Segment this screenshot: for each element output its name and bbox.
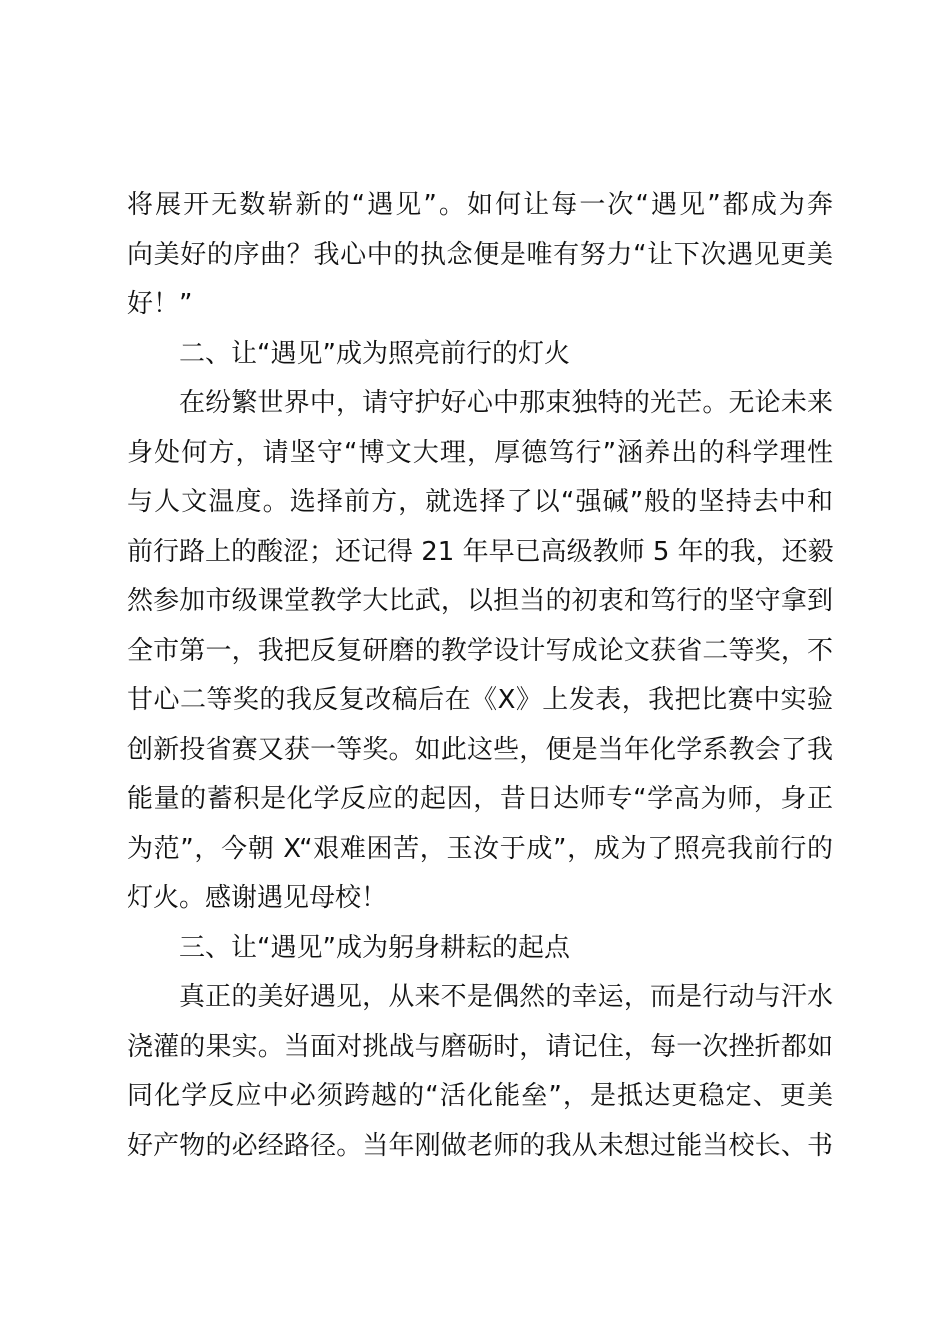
section-heading: 三、让“遇见”成为躬身耕耘的起点	[179, 932, 570, 963]
text-line: 与人文温度。选择前方，就选择了以“强碱”般的坚持去中和	[127, 487, 833, 517]
text-line: 前行路上的酸涩；还记得 21 年早已高级教师 5 年的我，还毅	[127, 536, 834, 567]
text-line: 甘心二等奖的我反复改稿后在《X》上发表，我把比赛中实验	[127, 685, 833, 715]
text-line: 同化学反应中必须跨越的“活化能垒”，是抵达更稳定、更美	[127, 1081, 833, 1111]
text-line: 灯火。感谢遇见母校！	[127, 883, 388, 913]
text-line: 为范”，今朝 X“艰难困苦，玉汝于成”，成为了照亮我前行的	[127, 833, 833, 864]
text-line: 在纷繁世界中，请守护好心中那束独特的光芒。无论未来	[179, 388, 833, 418]
text-line: 将展开无数崭新的“遇见”。如何让每一次“遇见”都成为奔	[127, 190, 833, 220]
text-line: 好！”	[127, 289, 193, 319]
text-line: 向美好的序曲？我心中的执念便是唯有努力“让下次遇见更美	[127, 239, 833, 270]
text-line: 真正的美好遇见，从来不是偶然的幸运，而是行动与汗水	[179, 982, 833, 1012]
text-line: 全市第一，我把反复研磨的教学设计写成论文获省二等奖，不	[127, 635, 833, 666]
section-heading: 二、让“遇见”成为照亮前行的灯火	[179, 338, 570, 369]
text-line: 好产物的必经路径。当年刚做老师的我从未想过能当校长、书	[127, 1130, 833, 1161]
text-line: 创新投省赛又获一等奖。如此这些，便是当年化学系教会了我	[127, 734, 833, 765]
text-line: 然参加市级课堂教学大比武，以担当的初衷和笃行的坚守拿到	[127, 586, 833, 616]
text-line: 浇灌的果实。当面对挑战与磨砺时，请记住，每一次挫折都如	[127, 1031, 833, 1062]
text-line: 能量的蓄积是化学反应的起因，昔日达师专“学高为师，身正	[127, 784, 833, 814]
text-line: 身处何方，请坚守“博文大理，厚德笃行”涵养出的科学理性	[127, 437, 833, 468]
document-body	[127, 181, 833, 1171]
